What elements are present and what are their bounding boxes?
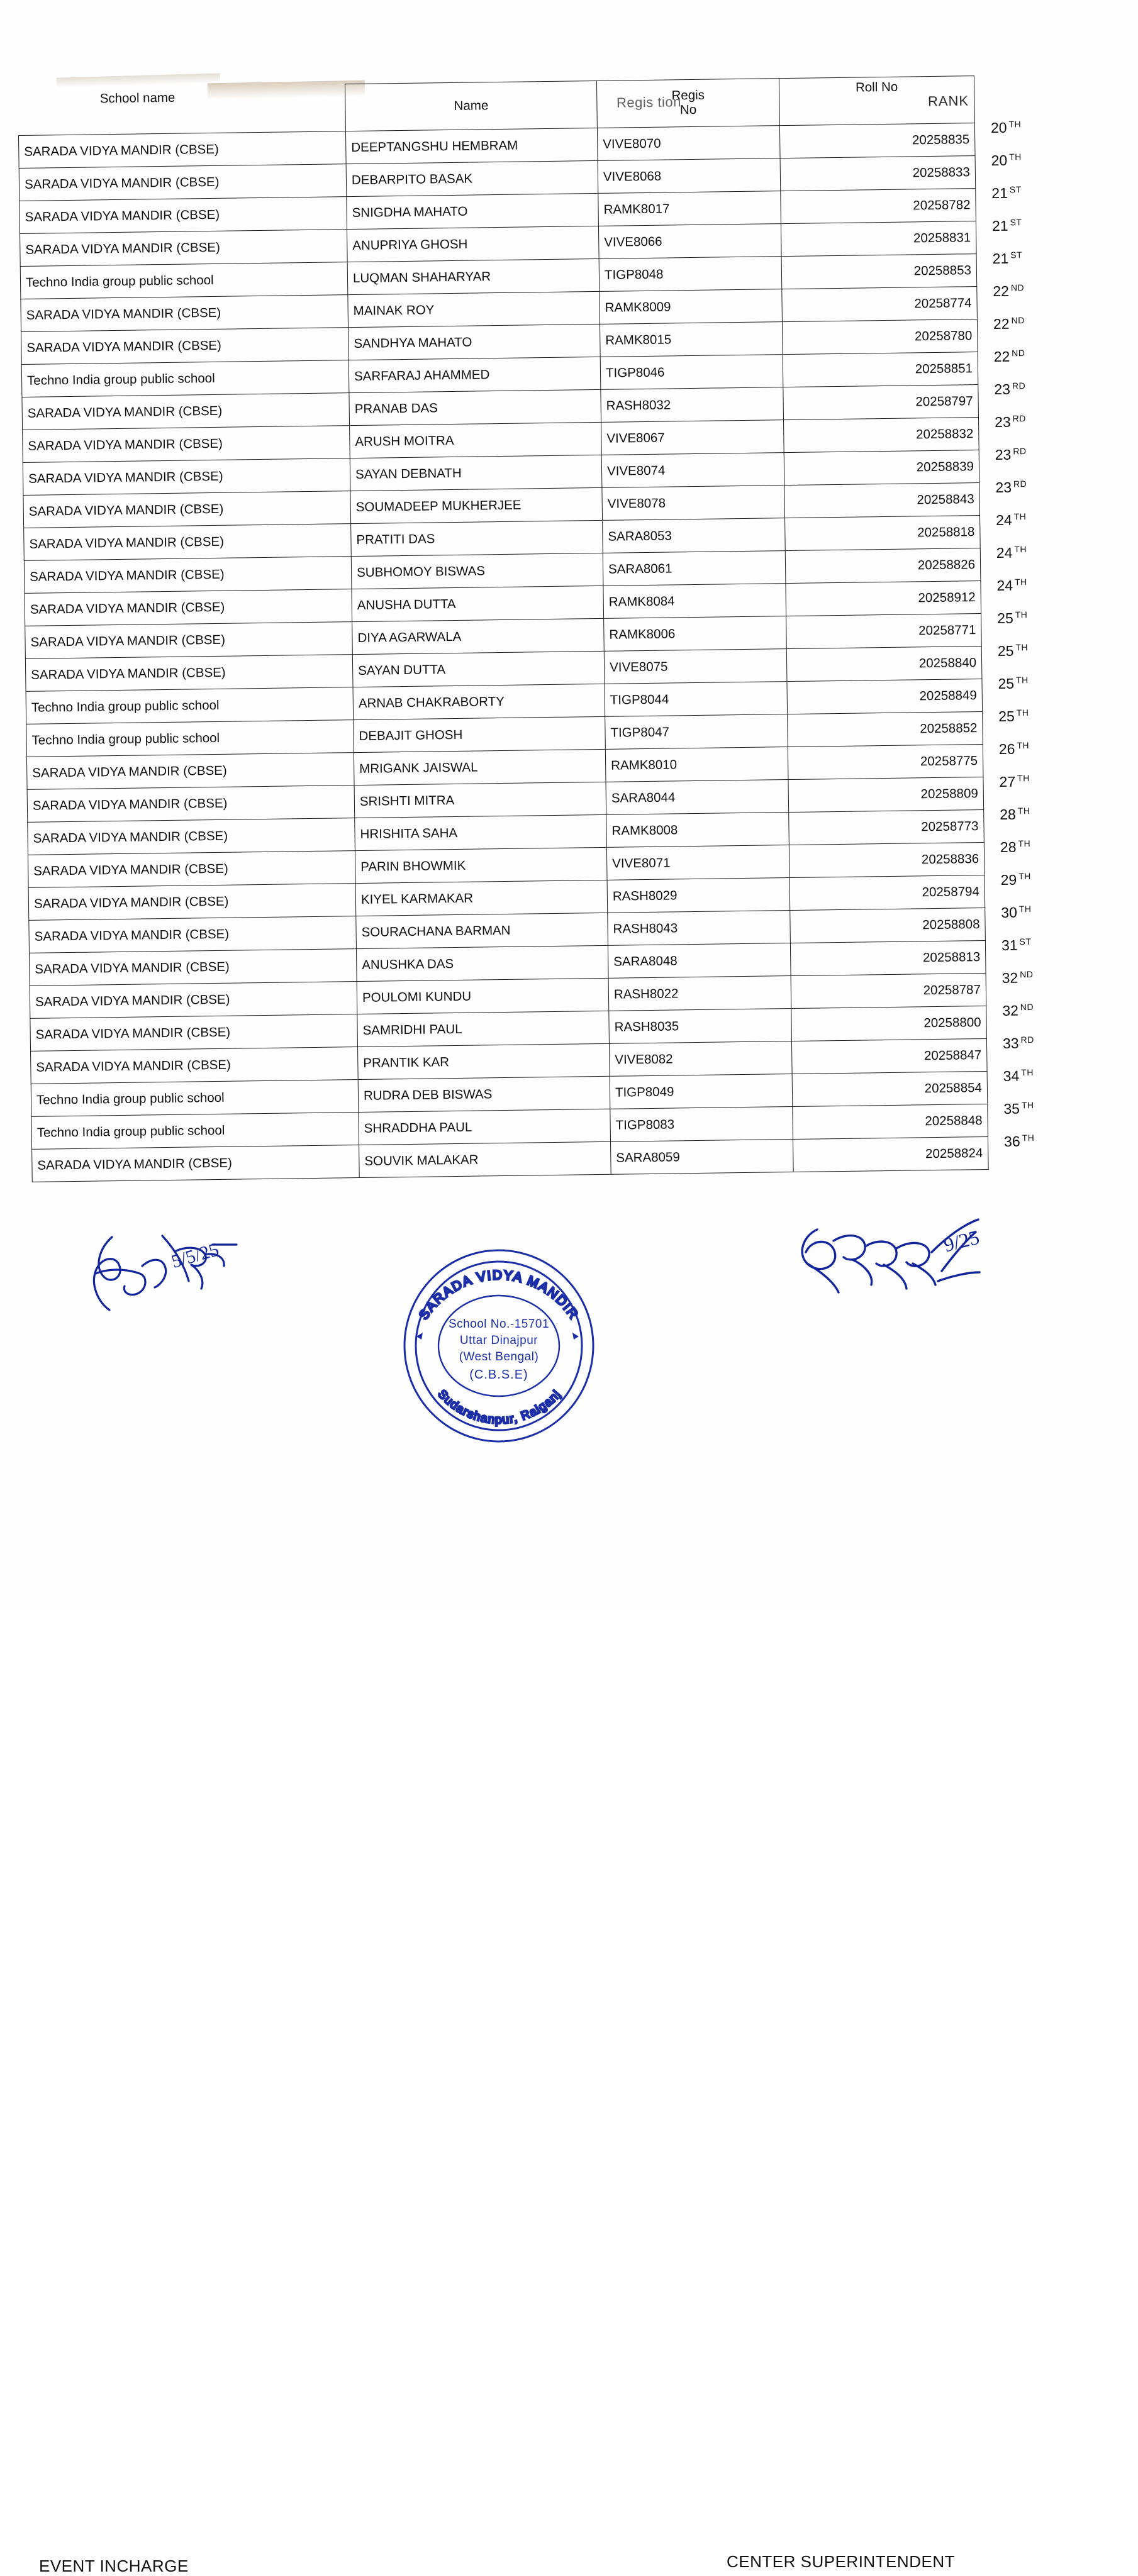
cell-school-name: SARADA VIDYA MANDIR (CBSE)	[18, 131, 346, 169]
cell-student-name: DIYA AGARWALA	[352, 618, 605, 654]
cell-rank	[998, 675, 1029, 692]
cell-registration-no: TIGP8048	[599, 257, 782, 292]
cell-school-name: SARADA VIDYA MANDIR (CBSE)	[21, 328, 349, 365]
cell-rank	[1004, 1133, 1035, 1150]
cell-registration-no: SARA8061	[603, 551, 786, 586]
cell-student-name: ANUSHKA DAS	[356, 945, 608, 981]
cell-roll-no: 20258775	[788, 745, 983, 780]
rank-number: 28	[1000, 838, 1017, 855]
rank-suffix: TH	[1017, 773, 1030, 784]
rank-number: 25	[998, 708, 1015, 725]
cell-roll-no: 20258851	[783, 352, 978, 387]
cell-rank	[995, 413, 1026, 431]
cell-roll-no: 20258808	[790, 908, 986, 943]
cell-rank	[991, 119, 1022, 136]
rank-suffix: TH	[1008, 119, 1022, 130]
cell-registration-no: TIGP8049	[610, 1074, 793, 1109]
cell-rank	[994, 348, 1025, 365]
cell-roll-no: 20258771	[786, 614, 982, 649]
cell-registration-no: RAMK8084	[603, 584, 786, 619]
cell-student-name: PRATITI DAS	[351, 520, 603, 556]
rank-number: 32	[1001, 969, 1018, 986]
cell-student-name: PRANAB DAS	[349, 389, 601, 425]
center-superintendent-label: CENTER SUPERINTENDENT	[727, 2552, 955, 2571]
cell-roll-no: 20258852	[788, 712, 983, 747]
rank-suffix: TH	[1013, 511, 1027, 522]
cell-registration-no: SARA8048	[608, 943, 791, 979]
cell-school-name: SARADA VIDYA MANDIR (CBSE)	[23, 458, 350, 496]
rank-number: 22	[993, 282, 1010, 300]
rank-number: 23	[994, 380, 1011, 398]
cell-school-name: SARADA VIDYA MANDIR (CBSE)	[31, 1047, 359, 1084]
cell-rank	[999, 740, 1030, 758]
cell-school-name: SARADA VIDYA MANDIR (CBSE)	[30, 1014, 358, 1052]
rank-number: 20	[990, 119, 1007, 136]
cell-registration-no: VIVE8070	[597, 126, 780, 161]
cell-rank	[996, 511, 1027, 529]
header-roll-no: Roll No	[779, 76, 974, 126]
cell-school-name: SARADA VIDYA MANDIR (CBSE)	[21, 295, 349, 332]
rank-suffix: TH	[1014, 544, 1027, 555]
cell-student-name: SANDHYA MAHATO	[349, 324, 601, 360]
cell-registration-no: VIVE8066	[598, 224, 781, 259]
cell-registration-no: SARA8044	[606, 780, 789, 815]
cell-rank	[996, 544, 1027, 562]
cell-student-name: SAYAN DUTTA	[352, 651, 605, 687]
cell-roll-no: 20258836	[789, 842, 985, 877]
cell-school-name: SARADA VIDYA MANDIR (CBSE)	[23, 491, 351, 528]
rank-number: 30	[1001, 904, 1018, 921]
rank-suffix: ND	[1020, 1001, 1034, 1013]
cell-student-name: SARFARAJ AHAMMED	[349, 357, 601, 392]
cell-school-name: Techno India group public school	[26, 720, 354, 757]
rank-number: 25	[998, 675, 1015, 692]
cell-school-name: SARADA VIDYA MANDIR (CBSE)	[20, 197, 347, 234]
rank-suffix: ND	[1012, 348, 1025, 358]
rank-suffix: TH	[1015, 642, 1029, 653]
cell-school-name: Techno India group public school	[31, 1113, 359, 1150]
rank-number: 21	[991, 217, 1008, 235]
cell-roll-no: 20258813	[790, 940, 986, 975]
rank-column	[974, 73, 1138, 1150]
rank-suffix: RD	[1012, 380, 1026, 391]
cell-registration-no: VIVE8075	[604, 649, 787, 684]
cell-rank	[991, 152, 1022, 169]
rank-column-header: RANK	[927, 92, 969, 109]
cell-roll-no: 20258847	[791, 1038, 987, 1074]
rank-number: 23	[995, 479, 1012, 496]
rank-number: 29	[1000, 871, 1017, 888]
rank-suffix: ND	[1011, 315, 1025, 326]
seal-district: Uttar Dinajpur	[459, 1334, 538, 1347]
cell-registration-no: TIGP8047	[605, 714, 788, 750]
cell-roll-no: 20258840	[786, 647, 982, 682]
cell-roll-no: 20258773	[789, 809, 985, 845]
cell-school-name: SARADA VIDYA MANDIR (CBSE)	[28, 884, 356, 921]
rank-suffix: TH	[1015, 609, 1028, 620]
rank-number: 25	[997, 642, 1014, 660]
cell-roll-no: 20258835	[779, 123, 975, 158]
cell-school-name: SARADA VIDYA MANDIR (CBSE)	[20, 230, 348, 267]
rank-number: 33	[1002, 1035, 1019, 1052]
cell-rank	[996, 577, 1027, 594]
cell-rank	[1000, 838, 1031, 856]
rank-number: 23	[995, 446, 1012, 464]
registration-header-cut: Regis tion	[616, 94, 682, 111]
cell-school-name: SARADA VIDYA MANDIR (CBSE)	[25, 589, 352, 626]
rank-suffix: TH	[1017, 806, 1030, 816]
cell-registration-no: RASH8029	[607, 878, 790, 913]
rank-number: 22	[993, 315, 1010, 333]
rank-number: 35	[1003, 1100, 1020, 1117]
rank-suffix: TH	[1017, 740, 1030, 751]
cell-school-name: SARADA VIDYA MANDIR (CBSE)	[29, 916, 357, 953]
cell-rank	[995, 479, 1027, 496]
cell-student-name: HRISHITA SAHA	[355, 814, 607, 850]
cell-registration-no: VIVE8071	[606, 845, 789, 880]
header-name: Name	[345, 80, 597, 131]
table-body	[18, 123, 988, 1182]
cell-school-name: SARADA VIDYA MANDIR (CBSE)	[25, 655, 353, 692]
cell-registration-no: VIVE8068	[598, 158, 781, 194]
rank-suffix: TH	[1021, 1067, 1034, 1078]
cell-student-name: SNIGDHA MAHATO	[347, 193, 599, 229]
rank-number: 23	[994, 413, 1011, 431]
rank-number: 20	[991, 152, 1008, 169]
cell-rank	[998, 642, 1029, 660]
cell-registration-no: VIVE8078	[602, 486, 785, 521]
cell-school-name: SARADA VIDYA MANDIR (CBSE)	[24, 524, 352, 561]
cell-registration-no: VIVE8074	[601, 453, 784, 488]
cell-rank	[1003, 1067, 1034, 1085]
cell-rank	[1003, 1035, 1034, 1052]
cell-school-name: Techno India group public school	[20, 262, 348, 299]
center-superintendent-signature	[789, 1211, 991, 1330]
cell-rank	[993, 315, 1025, 333]
rank-number: 21	[991, 184, 1008, 202]
cell-registration-no: RAMK8010	[605, 747, 788, 782]
rank-suffix: ST	[1019, 936, 1032, 947]
header-registration-line2: No	[679, 102, 697, 118]
cell-rank	[1000, 871, 1031, 889]
cell-student-name: SAYAN DEBNATH	[350, 455, 602, 491]
rank-suffix: RD	[1013, 479, 1027, 489]
cell-roll-no: 20258833	[780, 156, 976, 191]
cell-registration-no: TIGP8044	[605, 682, 788, 717]
rank-number: 22	[993, 348, 1010, 365]
cell-roll-no: 20258782	[781, 189, 976, 224]
cell-student-name: SOUVIK MALAKAR	[359, 1141, 611, 1177]
cell-registration-no: RAMK8008	[606, 813, 789, 848]
cell-registration-no: RASH8022	[608, 976, 791, 1011]
rank-number: 24	[995, 511, 1012, 529]
cell-student-name: DEBAJIT GHOSH	[354, 716, 606, 752]
school-seal	[395, 1242, 603, 1450]
rank-sheet	[18, 75, 1035, 1182]
rank-table	[18, 75, 989, 1182]
rank-suffix: TH	[1022, 1132, 1035, 1143]
cell-roll-no: 20258809	[788, 777, 984, 813]
cell-registration-no: RASH8032	[601, 387, 784, 423]
cell-roll-no: 20258848	[793, 1104, 988, 1139]
cell-rank	[993, 250, 1023, 267]
cell-registration-no: RASH8035	[609, 1009, 792, 1044]
seal-board: (C.B.S.E)	[469, 1368, 528, 1382]
cell-school-name: Techno India group public school	[21, 360, 349, 397]
rank-number: 32	[1002, 1002, 1019, 1019]
cell-roll-no: 20258849	[787, 679, 983, 714]
rank-suffix: ST	[1010, 217, 1022, 228]
cell-rank	[993, 282, 1024, 300]
cell-roll-no: 20258797	[783, 385, 979, 420]
cell-school-name: SARADA VIDYA MANDIR (CBSE)	[23, 426, 350, 463]
cell-student-name: SOURACHANA BARMAN	[356, 913, 608, 948]
cell-registration-no: RAMK8015	[600, 322, 783, 357]
cell-student-name: MAINAK ROY	[348, 291, 600, 327]
cell-roll-no: 20258818	[785, 516, 981, 551]
cell-registration-no: RASH8043	[608, 911, 791, 946]
cell-student-name: ANUPRIYA GHOSH	[347, 226, 599, 262]
rank-number: 27	[999, 773, 1016, 790]
header-registration-line1: Regis	[671, 88, 705, 103]
cell-student-name: SRISHTI MITRA	[354, 782, 606, 818]
cell-registration-no: SARA8059	[611, 1140, 794, 1175]
cell-student-name: PRANTIK KAR	[358, 1043, 610, 1079]
cell-rank	[991, 184, 1022, 202]
event-sign-date: 5/5/25	[169, 1239, 221, 1272]
cell-registration-no: RAMK8009	[600, 289, 783, 325]
cell-roll-no: 20258800	[791, 1006, 987, 1041]
cell-rank	[994, 380, 1025, 398]
header-school-name: School name	[18, 84, 346, 136]
cell-student-name: ARUSH MOITRA	[350, 422, 602, 458]
rank-suffix: RD	[1012, 413, 1026, 424]
rank-suffix: TH	[1018, 904, 1032, 914]
cell-registration-no: VIVE8082	[609, 1041, 792, 1077]
rank-suffix: TH	[1009, 152, 1022, 162]
cell-student-name: KIYEL KARMAKAR	[355, 880, 608, 916]
cell-registration-no: RAMK8006	[604, 616, 787, 652]
cell-student-name: PARIN BHOWMIK	[355, 847, 607, 883]
cell-rank	[998, 708, 1029, 725]
seal-state: (West Bengal)	[459, 1350, 539, 1363]
rank-suffix: TH	[1021, 1099, 1034, 1111]
cell-roll-no: 20258824	[793, 1136, 988, 1172]
rank-suffix: TH	[1018, 838, 1031, 849]
cell-roll-no: 20258843	[784, 483, 980, 518]
cell-student-name: ANUSHA DUTTA	[352, 586, 604, 621]
rank-suffix: RD	[1013, 446, 1027, 457]
cell-student-name: POULOMI KUNDU	[357, 978, 609, 1014]
cell-roll-no: 20258774	[782, 287, 978, 322]
rank-suffix: TH	[1018, 871, 1031, 882]
cell-roll-no: 20258780	[782, 319, 978, 355]
cell-school-name: SARADA VIDYA MANDIR (CBSE)	[28, 851, 355, 888]
cell-student-name: SHRADDHA PAUL	[359, 1109, 611, 1145]
cell-student-name: MRIGANK JAISWAL	[354, 749, 606, 785]
cell-school-name: SARADA VIDYA MANDIR (CBSE)	[28, 818, 355, 855]
cell-rank	[1002, 1002, 1034, 1019]
cell-roll-no: 20258794	[789, 875, 985, 910]
cell-student-name: SAMRIDHI PAUL	[357, 1011, 610, 1046]
rank-number: 34	[1003, 1067, 1020, 1084]
rank-number: 28	[1000, 806, 1017, 823]
cell-school-name: SARADA VIDYA MANDIR (CBSE)	[32, 1145, 360, 1182]
rank-number: 31	[1001, 936, 1018, 953]
cell-rank	[999, 773, 1030, 791]
cell-rank	[1001, 969, 1033, 987]
seal-arc-top-text: SARADA VIDYA MANDIR	[416, 1268, 582, 1323]
cell-school-name: SARADA VIDYA MANDIR (CBSE)	[22, 393, 350, 430]
cell-registration-no: TIGP8046	[600, 355, 783, 390]
cell-registration-no: RAMK8017	[598, 191, 781, 226]
cell-registration-no: TIGP8083	[610, 1107, 793, 1142]
rank-suffix: TH	[1016, 708, 1029, 718]
cell-roll-no: 20258787	[791, 973, 986, 1008]
cell-rank	[1003, 1100, 1034, 1118]
cell-rank	[995, 446, 1027, 464]
cell-rank	[1001, 936, 1032, 954]
cell-school-name: SARADA VIDYA MANDIR (CBSE)	[30, 949, 357, 986]
cell-rank	[1001, 904, 1032, 921]
cell-roll-no: 20258853	[781, 254, 977, 289]
cell-school-name: SARADA VIDYA MANDIR (CBSE)	[30, 982, 357, 1019]
cell-roll-no: 20258912	[786, 581, 981, 616]
rank-number: 24	[996, 544, 1013, 562]
cell-school-name: SARADA VIDYA MANDIR (CBSE)	[26, 753, 354, 790]
seal-arc-bottom-text: Sudarshanpur, Raiganj	[435, 1387, 564, 1427]
cell-school-name: Techno India group public school	[31, 1080, 359, 1117]
cell-school-name: SARADA VIDYA MANDIR (CBSE)	[24, 557, 352, 594]
event-incharge-signature	[82, 1230, 258, 1336]
cell-student-name: SUBHOMOY BISWAS	[351, 553, 603, 589]
rank-suffix: ND	[1010, 282, 1025, 293]
cell-student-name: RUDRA DEB BISWAS	[358, 1076, 610, 1112]
rank-suffix: ND	[1020, 969, 1034, 980]
header-registration-no	[596, 79, 779, 128]
rank-number: 24	[996, 577, 1013, 594]
cell-roll-no: 20258831	[781, 221, 976, 257]
rank-number: 21	[992, 250, 1009, 267]
rank-number: 36	[1003, 1133, 1020, 1150]
rank-number: 26	[998, 740, 1015, 757]
cell-student-name: DEEPTANGSHU HEMBRAM	[345, 128, 598, 164]
cell-school-name: Techno India group public school	[26, 687, 354, 724]
seal-school-no: School No.-15701	[448, 1318, 550, 1331]
rank-number: 25	[996, 609, 1013, 627]
cell-student-name: LUQMAN SHAHARYAR	[347, 258, 600, 294]
cell-school-name: SARADA VIDYA MANDIR (CBSE)	[27, 786, 355, 823]
rank-suffix: TH	[1015, 675, 1029, 686]
event-incharge-label: EVENT INCHARGE	[39, 2557, 189, 2575]
cell-student-name: ARNAB CHAKRABORTY	[353, 684, 605, 719]
center-sign-date: 9/25	[941, 1225, 982, 1257]
cell-rank	[1000, 806, 1030, 823]
rank-suffix: ST	[1009, 184, 1022, 195]
rank-suffix: ST	[1010, 250, 1023, 260]
rank-suffix: RD	[1020, 1034, 1034, 1045]
cell-roll-no: 20258832	[784, 418, 979, 453]
rank-suffix: TH	[1014, 577, 1027, 587]
cell-student-name: DEBARPITO BASAK	[346, 160, 598, 196]
cell-roll-no: 20258839	[784, 450, 979, 486]
cell-rank	[992, 217, 1022, 235]
cell-roll-no: 20258826	[785, 548, 981, 584]
cell-school-name: SARADA VIDYA MANDIR (CBSE)	[25, 622, 353, 659]
cell-registration-no: SARA8053	[603, 518, 786, 553]
cell-school-name: SARADA VIDYA MANDIR (CBSE)	[19, 164, 347, 201]
cell-student-name: SOUMADEEP MUKHERJEE	[350, 487, 603, 523]
cell-roll-no: 20258854	[792, 1071, 988, 1106]
cell-registration-no: VIVE8067	[601, 420, 784, 455]
cell-rank	[997, 609, 1028, 627]
